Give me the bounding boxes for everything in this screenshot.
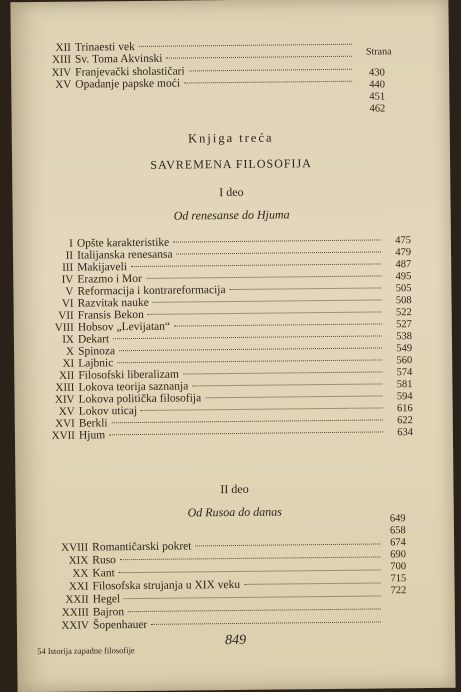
toc-entry	[31, 76, 356, 92]
page-number-entry: 674	[390, 537, 406, 549]
chapter-number: III	[62, 261, 74, 274]
chapter-number: XIII	[55, 381, 75, 394]
dot-leader	[177, 251, 382, 254]
chapter-number: XVIII	[61, 541, 89, 554]
dot-leader	[184, 81, 352, 84]
chapter-title: Lokov uticaj	[78, 405, 138, 418]
chapter-number: IX	[62, 333, 74, 346]
chapter-title: Opadanje papske moći	[75, 77, 181, 91]
page-number-entry: 440	[369, 79, 386, 91]
page-number: 538	[396, 331, 412, 343]
chapter-title: Razvitak nauke	[77, 296, 149, 310]
chapter-number: XVII	[51, 429, 76, 442]
dot-leader	[119, 569, 381, 573]
chapter-title: Erazmo i Mor	[77, 272, 142, 286]
book-page	[10, 0, 455, 692]
chapter-title: Trinaesti vek	[74, 41, 135, 54]
page-number: 479	[395, 247, 412, 259]
chapter-number: XIX	[68, 554, 89, 567]
page-number-entry: 700	[390, 561, 407, 573]
chapter-title: Hegel	[92, 593, 121, 606]
chapter-title: Fransis Bekon	[77, 308, 144, 322]
chapter-title: Lokova politička filosofija	[78, 392, 202, 406]
chapter-number: X	[66, 345, 75, 358]
page-number: 634	[397, 427, 413, 439]
chapter-number: XII	[58, 369, 75, 382]
chapter-title: Kant	[92, 567, 115, 580]
chapter-title: Ruso	[92, 554, 116, 567]
page-number-entry: 658	[389, 525, 406, 537]
dot-leader	[173, 239, 381, 242]
dot-leader	[151, 621, 381, 624]
dot-leader	[113, 335, 382, 339]
page-number: 549	[396, 343, 413, 355]
chapter-number: II	[65, 249, 74, 262]
chapter-number: XXIII	[61, 606, 89, 619]
page-number: 594	[396, 391, 413, 403]
chapter-title: Bajron	[92, 606, 125, 619]
part-label: I deo	[219, 184, 244, 200]
chapter-number: XV	[55, 78, 72, 91]
chapter-title: Filosofska strujanja u XIX veku	[92, 578, 241, 593]
page-number: 527	[395, 319, 412, 331]
chapter-title: Lajbnic	[78, 357, 114, 370]
page-number: 505	[395, 283, 412, 295]
toc-entry	[37, 616, 385, 633]
chapter-title: Filosofski liberalizam	[78, 368, 179, 382]
chapter-number: I	[69, 237, 73, 250]
dot-leader	[189, 69, 352, 72]
chapter-number: XIV	[51, 66, 72, 79]
dot-leader	[244, 582, 380, 584]
chapter-title: Berkli	[78, 417, 108, 430]
dot-leader	[139, 44, 352, 47]
dot-leader	[120, 556, 380, 560]
page-number-entry: 715	[390, 573, 407, 585]
chapter-number: XIV	[54, 393, 75, 406]
chapter-title: Italijanska renesansa	[76, 248, 173, 262]
dot-leader	[192, 383, 382, 386]
page-number: 508	[395, 295, 412, 307]
dot-leader	[230, 287, 382, 290]
part-subtitle: Od renesanse do Hjuma	[173, 207, 290, 223]
dot-leader	[112, 419, 383, 423]
dot-leader	[195, 543, 380, 546]
page-number: 522	[395, 307, 412, 319]
page-number-entry: 430	[369, 67, 385, 79]
dot-leader	[166, 56, 352, 59]
chapter-number: VII	[58, 309, 74, 322]
dot-leader	[119, 347, 382, 351]
page-number: 622	[396, 415, 413, 427]
chapter-title: Franjevački sholastičari	[75, 65, 185, 79]
page-number: 487	[395, 259, 412, 271]
signature-footnote: 54 Istorija zapadne filosofije	[37, 645, 135, 657]
toc-entry	[29, 426, 413, 443]
chapter-number: V	[65, 285, 74, 298]
chapter-title: Hjum	[78, 429, 106, 442]
chapter-title: Dekart	[77, 333, 110, 346]
page-number-entry: 649	[389, 513, 406, 525]
part-label: II deo	[220, 481, 249, 497]
dot-leader	[141, 407, 383, 411]
dot-leader	[174, 323, 382, 326]
book-label: Knjiga treća	[188, 130, 274, 146]
dot-leader	[146, 275, 381, 278]
chapter-title: Makijaveli	[77, 261, 128, 274]
chapter-title: Reformacija i kontrareformacija	[77, 284, 226, 298]
chapter-title: Hobsov „Levijatan“	[77, 320, 171, 334]
chapter-number: XIII	[52, 53, 72, 66]
page-number: 574	[396, 367, 413, 379]
chapter-number: XV	[58, 405, 75, 418]
chapter-number: VIII	[54, 321, 74, 334]
chapter-number: XI	[62, 357, 75, 370]
chapter-number: XXI	[68, 580, 89, 593]
chapter-number: XXIV	[61, 619, 89, 632]
page-number: 581	[396, 379, 413, 391]
page-number: 495	[395, 271, 412, 283]
page-number: 475	[395, 235, 411, 247]
dot-leader	[131, 263, 381, 267]
dot-leader	[109, 431, 383, 435]
page-number: 560	[396, 355, 413, 367]
dot-leader	[205, 395, 382, 398]
chapter-number: VI	[61, 297, 74, 310]
chapter-title: Romantičarski pokret	[92, 540, 192, 554]
book-title: SAVREMENA FILOSOFIJA	[150, 156, 312, 172]
chapter-title: Šopenhauer	[92, 618, 148, 632]
page-number-entry: 722	[390, 585, 407, 597]
chapter-title: Spinoza	[77, 345, 116, 358]
dot-leader	[153, 299, 382, 302]
page-number: 616	[396, 403, 413, 415]
dot-leader	[183, 371, 382, 374]
chapter-number: XXII	[65, 593, 89, 606]
dot-leader	[148, 311, 382, 314]
chapter-title: Opšte karakteristike	[76, 236, 170, 250]
chapter-number: XVI	[55, 417, 75, 430]
chapter-number: XII	[55, 41, 71, 54]
dot-leader	[124, 595, 381, 599]
page-number-entry: 451	[369, 91, 386, 103]
page-number-entry: 690	[390, 549, 407, 561]
dot-leader	[128, 608, 381, 612]
dot-leader	[117, 359, 382, 363]
page-column-header: Strana	[365, 46, 392, 58]
chapter-number: IV	[61, 273, 74, 286]
chapter-title: Lokova teorija saznanja	[78, 380, 189, 394]
part-subtitle: Od Rusoa do danas	[187, 504, 282, 520]
page-number-footer: 849	[225, 632, 247, 649]
chapter-title: Sv. Toma Akvinski	[74, 52, 163, 66]
page-number-entry: 462	[369, 103, 386, 115]
chapter-number: XX	[72, 567, 89, 580]
